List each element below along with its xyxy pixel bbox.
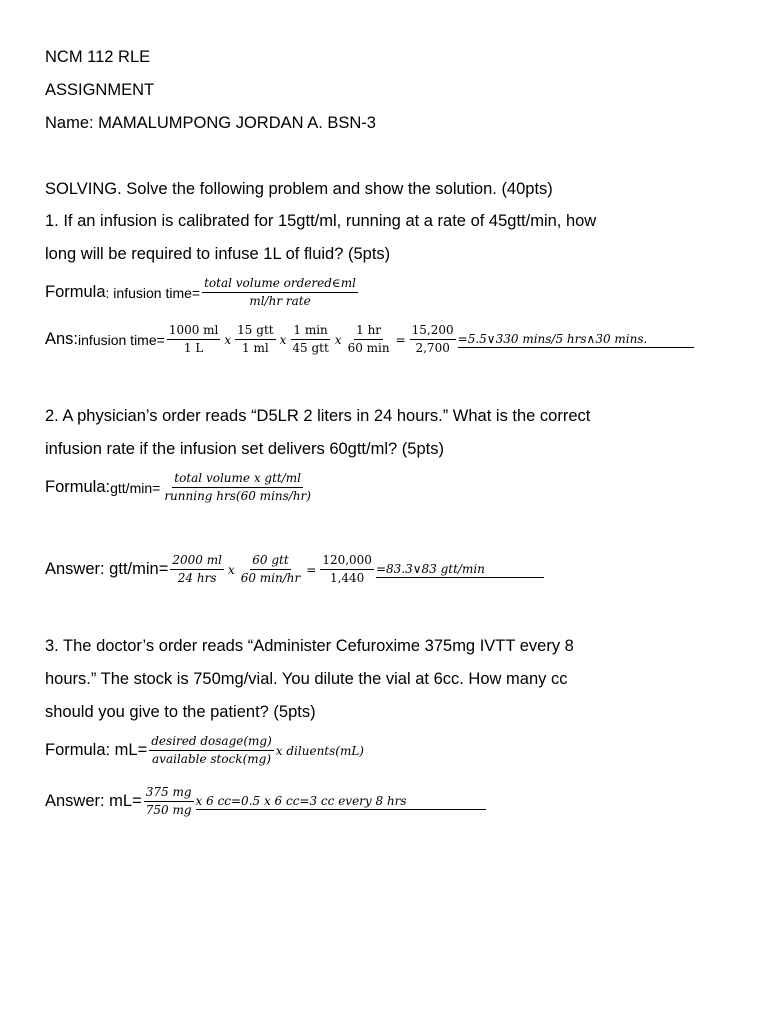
problem1-line1: 1. If an infusion is calibrated for 15gtt/ml, running at a rate of 45gtt/min, how (45, 212, 597, 230)
fraction-2 (239, 553, 303, 586)
fraction-numerator: total volume x gtt/ml (172, 471, 303, 488)
fraction-denominator: 45 gtt (292, 341, 329, 355)
fraction-numerator: 375 mg (144, 785, 194, 802)
fraction-1 (167, 323, 221, 356)
problem3-answer (45, 785, 486, 818)
instructions: SOLVING. Solve the following problem and show the solution. (40pts) (45, 180, 553, 198)
fraction-3 (290, 323, 330, 356)
fraction-numerator: 15 gtt (235, 323, 275, 340)
answer-label: Ans: (45, 330, 79, 348)
equals-sign: = (395, 332, 406, 347)
student-name: Name: MAMALUMPONG JORDAN A. BSN-3 (45, 114, 376, 132)
problem2-line1: 2. A physician’s order reads “D5LR 2 liters in 24 hours.” What is the correct (45, 407, 591, 425)
fraction-denominator: 60 min/hr (240, 571, 301, 585)
fraction-denominator: 750 mg (145, 803, 192, 817)
fraction-numerator: 60 gtt (250, 553, 290, 570)
multiply-sign: x (224, 332, 232, 347)
fraction-numerator: 1000 ml (167, 323, 221, 340)
fraction-numerator: total volume ordered∈ml (202, 276, 358, 293)
problem2-answer (45, 553, 544, 586)
fraction-3 (320, 553, 374, 586)
fraction-denominator: 24 hrs (177, 571, 217, 585)
result-underlined: =5.5∨330 mins/5 hrs∧30 mins. (458, 332, 694, 348)
problem1-answer (45, 323, 694, 356)
fraction-denominator: running hrs(60 mins/hr) (164, 489, 311, 503)
problem2-formula (45, 471, 315, 504)
fraction-numerator: 2000 ml (170, 553, 224, 570)
fraction-denominator: 60 min (347, 341, 390, 355)
fraction-numerator: 120,000 (320, 553, 374, 570)
answer-label: Answer: mL= (45, 792, 142, 810)
problem3-line1: 3. The doctor’s order reads “Administer Cefuroxime 375mg IVTT every 8 (45, 637, 574, 655)
fraction-numerator: desired dosage(mg) (149, 734, 274, 751)
formula-fraction (202, 276, 358, 309)
result-underlined: x 6 cc=0.5 x 6 cc=3 cc every 8 hrs (196, 794, 486, 810)
fraction-numerator: 1 min (291, 323, 329, 340)
fraction-5 (410, 323, 456, 356)
formula-fraction (162, 471, 313, 504)
problem2-line2: infusion rate if the infusion set delivers 60gtt/ml? (5pts) (45, 440, 444, 458)
answer-label: Answer: gtt/min= (45, 560, 169, 578)
fraction-denominator: 1 ml (242, 341, 269, 355)
result-underlined: =83.3∨83 gtt/min (376, 562, 544, 578)
formula-label: Formula: mL= (45, 741, 148, 759)
fraction-2 (235, 323, 275, 356)
answer-fraction (144, 785, 194, 818)
formula-label: Formula: (45, 478, 111, 496)
multiply-sign: x (227, 562, 235, 577)
formula-fraction (149, 734, 274, 767)
problem3-line3: should you give to the patient? (5pts) (45, 703, 316, 721)
fraction-denominator: 2,700 (415, 341, 450, 355)
problem3-formula (45, 734, 364, 767)
fraction-denominator: available stock(mg) (152, 752, 272, 766)
fraction-numerator: 1 hr (354, 323, 383, 340)
problem1-line2: long will be required to infuse 1L of fluid? (5pts) (45, 245, 391, 263)
problem3-line2: hours.” The stock is 750mg/vial. You dilute the vial at 6cc. How many cc (45, 670, 568, 688)
problem1-formula (45, 276, 360, 309)
course-title: NCM 112 RLE (45, 48, 151, 66)
formula-label: Formula (45, 283, 106, 301)
formula-text: : infusion time= (105, 284, 201, 301)
fraction-denominator: 1,440 (329, 571, 365, 585)
fraction-denominator: ml/hr rate (249, 294, 311, 308)
assignment-heading: ASSIGNMENT (45, 81, 155, 99)
formula-tail: x diluents(mL) (275, 743, 364, 758)
fraction-denominator: 1 L (183, 341, 204, 355)
multiply-sign: x (279, 332, 287, 347)
fraction-1 (170, 553, 224, 586)
fraction-4 (346, 323, 392, 356)
answer-text: infusion time= (78, 331, 165, 348)
equals-sign: = (306, 562, 317, 577)
formula-text: gtt/min= (110, 479, 161, 496)
multiply-sign: x (334, 332, 342, 347)
fraction-numerator: 15,200 (410, 323, 456, 340)
